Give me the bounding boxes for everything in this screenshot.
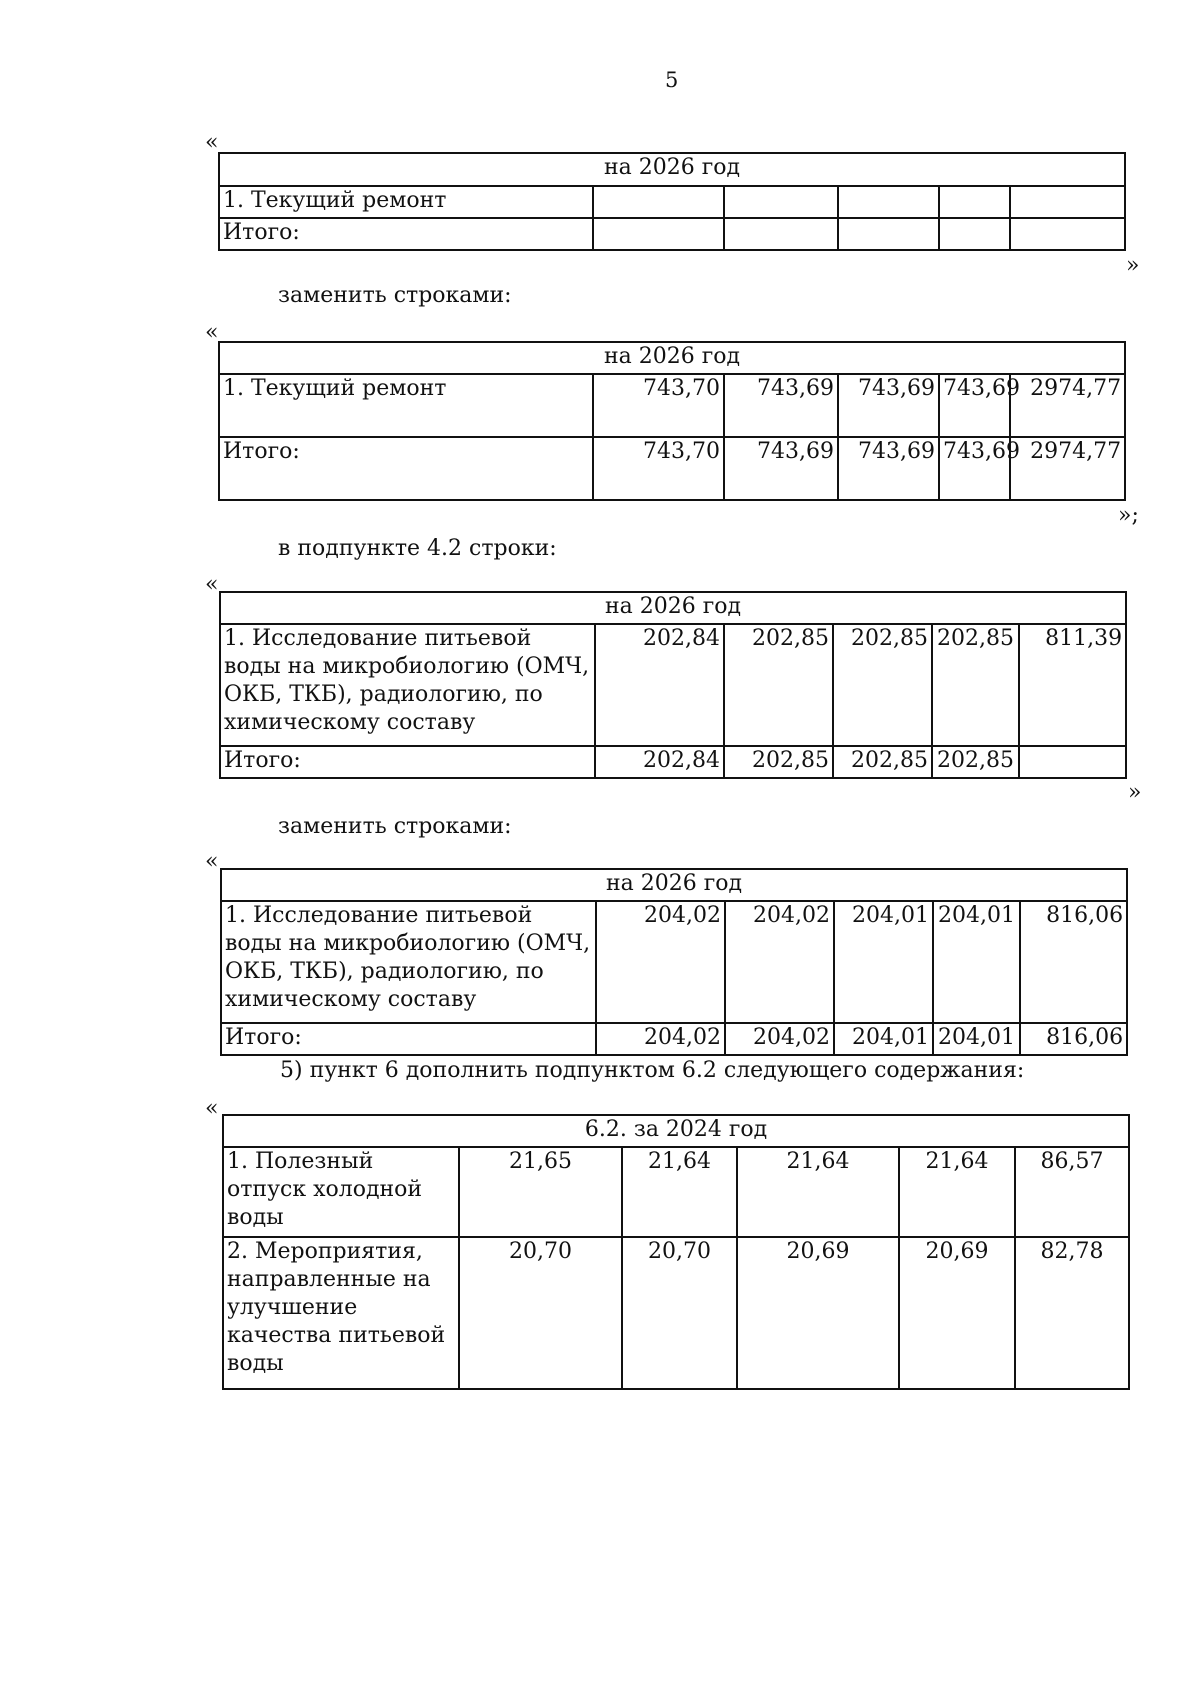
value-cell: 204,02 xyxy=(596,901,725,1023)
total-cell: 816,06 xyxy=(1020,1023,1127,1055)
value-cell: 202,85 xyxy=(833,624,932,746)
row-label: 1. Текущий ремонт xyxy=(219,374,593,437)
value-cell: 202,85 xyxy=(932,746,1019,778)
value-cell: 204,02 xyxy=(725,901,834,1023)
total-cell: 811,39 xyxy=(1019,624,1126,746)
value-cell: 204,01 xyxy=(933,1023,1020,1055)
total-cell xyxy=(1019,746,1126,778)
empty-cell xyxy=(724,186,838,218)
empty-cell xyxy=(838,186,939,218)
page-number: 5 xyxy=(665,68,679,92)
row-label: Итого: xyxy=(219,218,593,250)
quote-open: « xyxy=(205,572,219,597)
table-row xyxy=(219,437,1125,500)
value-cell: 743,69 xyxy=(838,374,939,437)
empty-cell xyxy=(939,218,1010,250)
total-cell: 2974,77 xyxy=(1010,437,1125,500)
quote-close: »; xyxy=(1118,503,1139,528)
value-cell: 204,01 xyxy=(933,901,1020,1023)
row-label: Итого: xyxy=(220,746,595,778)
value-cell: 20,70 xyxy=(459,1237,622,1389)
value-cell: 204,02 xyxy=(725,1023,834,1055)
row-label: 1. Полезный отпуск холодной воды xyxy=(223,1147,459,1237)
quote-open: « xyxy=(205,849,219,874)
table-header: на 2026 год xyxy=(220,592,1126,624)
table-2024-water xyxy=(222,1114,1130,1390)
value-cell: 20,69 xyxy=(737,1237,899,1389)
empty-cell xyxy=(838,218,939,250)
table-row xyxy=(219,186,1125,218)
empty-cell xyxy=(1010,186,1125,218)
paragraph-replace: заменить строками: xyxy=(278,283,512,308)
quote-close: » xyxy=(1126,253,1140,278)
empty-cell xyxy=(593,186,724,218)
total-cell: 816,06 xyxy=(1020,901,1127,1023)
value-cell: 204,01 xyxy=(834,1023,933,1055)
quote-open: « xyxy=(205,320,219,345)
table-current-repair-old xyxy=(218,152,1126,251)
total-cell: 2974,77 xyxy=(1010,374,1125,437)
value-cell: 20,70 xyxy=(622,1237,737,1389)
value-cell: 743,70 xyxy=(593,374,724,437)
table-header: на 2026 год xyxy=(219,342,1125,374)
table-row xyxy=(220,746,1126,778)
row-label: 2. Мероприятия, направленные на улучшение качества питьевой воды xyxy=(223,1237,459,1389)
row-label: 1. Исследование питьевой воды на микробиологию (ОМЧ, ОКБ, ТКБ), радиологию, по химическому составу xyxy=(220,624,595,746)
table-row xyxy=(221,901,1127,1023)
value-cell: 20,69 xyxy=(899,1237,1015,1389)
value-cell: 202,84 xyxy=(595,746,724,778)
value-cell: 204,01 xyxy=(834,901,933,1023)
row-label: 1. Текущий ремонт xyxy=(219,186,593,218)
table-water-research-new xyxy=(220,868,1128,1056)
empty-cell xyxy=(939,186,1010,218)
value-cell: 21,65 xyxy=(459,1147,622,1237)
value-cell: 202,85 xyxy=(724,624,833,746)
table-row xyxy=(223,1237,1129,1389)
paragraph-replace: заменить строками: xyxy=(278,814,512,839)
value-cell: 202,85 xyxy=(833,746,932,778)
value-cell: 743,69 xyxy=(724,374,838,437)
row-label: Итого: xyxy=(221,1023,596,1055)
row-label: 1. Исследование питьевой воды на микробиологию (ОМЧ, ОКБ, ТКБ), радиологию, по химическому составу xyxy=(221,901,596,1023)
value-cell: 743,69 xyxy=(939,437,1010,500)
value-cell: 202,85 xyxy=(932,624,1019,746)
total-cell: 82,78 xyxy=(1015,1237,1129,1389)
table-row xyxy=(223,1147,1129,1237)
table-row xyxy=(221,1023,1127,1055)
value-cell: 21,64 xyxy=(899,1147,1015,1237)
value-cell: 202,85 xyxy=(724,746,833,778)
table-current-repair-new xyxy=(218,341,1126,501)
value-cell: 743,69 xyxy=(939,374,1010,437)
value-cell: 743,69 xyxy=(838,437,939,500)
row-label: Итого: xyxy=(219,437,593,500)
empty-cell xyxy=(593,218,724,250)
value-cell: 204,02 xyxy=(596,1023,725,1055)
table-header: на 2026 год xyxy=(221,869,1127,901)
table-water-research-old xyxy=(219,591,1127,779)
quote-close: » xyxy=(1128,780,1142,805)
quote-open: « xyxy=(205,1096,219,1121)
paragraph-subpoint-4-2: в подпункте 4.2 строки: xyxy=(278,536,557,561)
table-header: 6.2. за 2024 год xyxy=(223,1115,1129,1147)
table-header: на 2026 год xyxy=(219,153,1125,186)
value-cell: 21,64 xyxy=(622,1147,737,1237)
value-cell: 743,69 xyxy=(724,437,838,500)
table-row xyxy=(219,218,1125,250)
empty-cell xyxy=(1010,218,1125,250)
table-row xyxy=(220,624,1126,746)
total-cell: 86,57 xyxy=(1015,1147,1129,1237)
value-cell: 202,84 xyxy=(595,624,724,746)
empty-cell xyxy=(724,218,838,250)
table-row xyxy=(219,374,1125,437)
paragraph-point-6: 5) пункт 6 дополнить подпунктом 6.2 следующего содержания: xyxy=(280,1058,1025,1083)
value-cell: 21,64 xyxy=(737,1147,899,1237)
value-cell: 743,70 xyxy=(593,437,724,500)
quote-open: « xyxy=(205,130,219,155)
